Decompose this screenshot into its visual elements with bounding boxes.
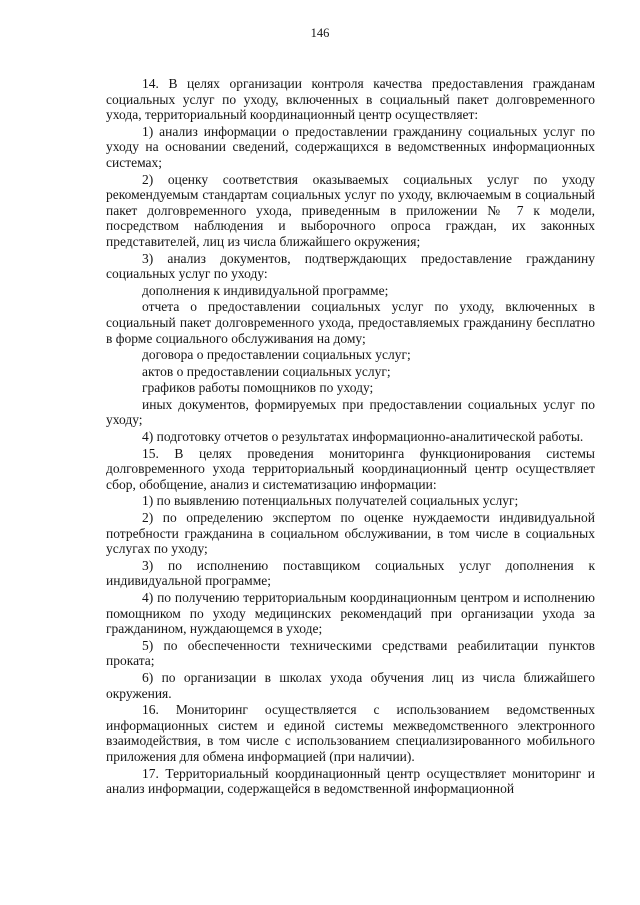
list-item-14-1: 1) анализ информации о предоставлении гражданину социальных услуг по уходу на основании сведений, содержащихся в ведомственных информационных системах;	[106, 123, 595, 170]
sub-item-schedules: графиков работы помощников по уходу;	[142, 380, 374, 396]
sub-item-acts: актов о предоставлении социальных услуг;	[142, 363, 391, 379]
list-item-14-4: 4) подготовку отчетов о результатах информационно-аналитической работы.	[142, 429, 584, 445]
paragraph-17: 17. Территориальный координационный центр осуществляет мониторинг и анализ информации, содержащейся в ведомственной информационной	[106, 765, 595, 797]
list-item-14-3: 3) анализ документов, подтверждающих предоставление гражданину социальных услуг по уходу:	[106, 250, 595, 282]
sub-item-addendum: дополнения к индивидуальной программе;	[142, 282, 389, 298]
paragraph-15-intro: 15. В целях проведения мониторинга функционирования системы долговременного ухода территориальный координационный центр осуществляет сбор, обобщение, анализ и систематизацию информации:	[106, 445, 595, 492]
list-item-15-6: 6) по организации в школах ухода обучения лиц из числа ближайшего окружения.	[106, 669, 595, 701]
list-item-15-1: 1) по выявлению потенциальных получателей социальных услуг;	[142, 493, 519, 509]
list-item-15-2: 2) по определению экспертом по оценке нуждаемости индивидуальной потребности гражданина в социальном обслуживании, в том числе в социальных услугах по уходу;	[106, 510, 595, 557]
paragraph-16: 16. Мониторинг осуществляется с использованием ведомственных информационных систем и единой системы межведомственного электронного взаимодействия, в том числе с использованием специализированного мобильного приложения для обмена информацией (при наличии).	[106, 702, 595, 764]
sub-item-contract: договора о предоставлении социальных услуг;	[142, 347, 411, 363]
list-item-15-5: 5) по обеспеченности техническими средствами реабилитации пунктов проката;	[106, 637, 595, 669]
list-item-14-2: 2) оценку соответствия оказываемых социальных услуг по уходу рекомендуемым стандартам социальных услуг по уходу, включаемым в социальный пакет долговременного ухода, приведенным в приложении № 7 к модели, посредством наблюдения и выборочного опроса граждан, их законных представителей, лиц из числа ближайшего окружения;	[106, 171, 595, 249]
paragraph-14-intro: 14. В целях организации контроля качества предоставления гражданам социальных услуг по уходу, включенных в социальный пакет долговременного ухода, территориальный координационный центр осуществляет:	[106, 76, 595, 123]
document-body	[106, 76, 595, 798]
sub-item-report: отчета о предоставлении социальных услуг по уходу, включенных в социальный пакет долговременного ухода, предоставляемых гражданину бесплатно в форме социального обслуживания на дому;	[106, 299, 595, 346]
list-item-15-3: 3) по исполнению поставщиком социальных услуг дополнения к индивидуальной программе;	[106, 557, 595, 589]
list-item-15-4: 4) по получению территориальным координационным центром и исполнению помощником по уходу медицинских рекомендаций при организации ухода за гражданином, нуждающемся в уходе;	[106, 590, 595, 637]
page-number: 146	[310, 26, 330, 40]
sub-item-other-documents: иных документов, формируемых при предоставлении социальных услуг по уходу;	[106, 396, 595, 428]
